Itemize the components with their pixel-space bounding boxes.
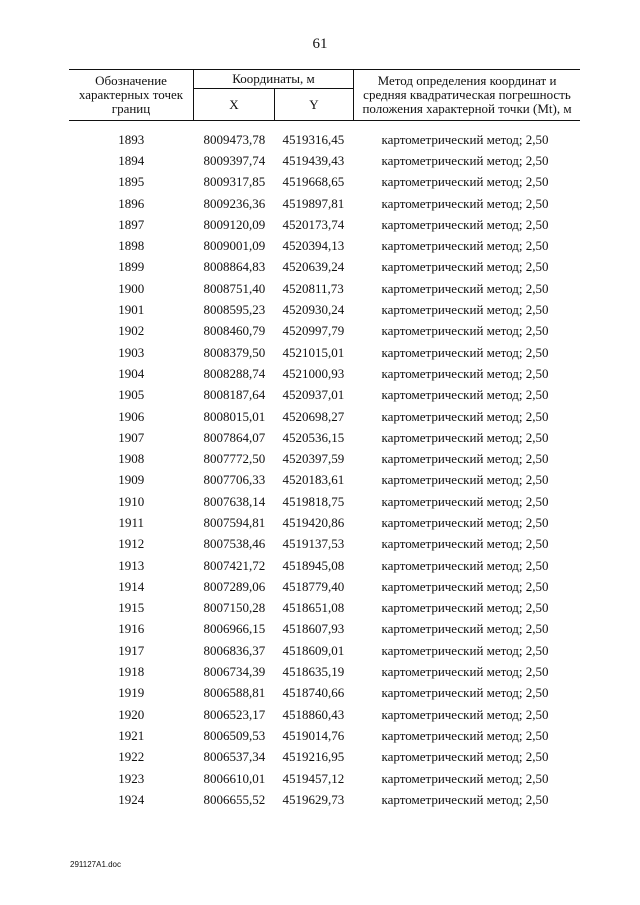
table-row — [69, 363, 580, 384]
method-cell: картометрический метод; 2,50 — [381, 536, 549, 552]
x-coordinate-cell: 8007538,46 — [203, 536, 266, 552]
method-cell: картометрический метод; 2,50 — [381, 429, 549, 445]
x-coordinate-cell: 8007150,28 — [203, 600, 266, 616]
method-cell: картометрический метод; 2,50 — [381, 302, 549, 318]
table-row — [69, 406, 580, 427]
x-coordinate-cell: 8007289,06 — [203, 578, 266, 594]
point-id-cell: 1903 — [118, 344, 145, 360]
table-row — [69, 427, 580, 448]
y-coordinate-cell: 4519216,95 — [282, 749, 345, 765]
method-cell: картометрический метод; 2,50 — [381, 259, 549, 275]
table-row — [69, 555, 580, 576]
x-coordinate-cell: 8008379,50 — [203, 344, 266, 360]
y-coordinate-cell: 4519316,45 — [282, 131, 345, 147]
y-coordinate-cell: 4518635,19 — [282, 664, 345, 680]
point-id-cell: 1905 — [118, 387, 145, 403]
point-id-cell: 1908 — [118, 451, 145, 467]
point-id-cell: 1915 — [118, 600, 145, 616]
y-coordinate-cell: 4518740,66 — [282, 685, 345, 701]
page-number: 61 — [312, 36, 328, 52]
method-cell: картометрический метод; 2,50 — [381, 664, 549, 680]
x-coordinate-cell: 8006610,01 — [203, 770, 266, 786]
table-row — [69, 278, 580, 299]
header-method: Метод определения координат и средняя квадратическая погрешность положения характерной точки (Mt), м — [354, 70, 581, 121]
table-row — [69, 725, 580, 746]
y-coordinate-cell: 4518779,40 — [282, 578, 345, 594]
method-cell: картометрический метод; 2,50 — [381, 195, 549, 211]
table-row — [69, 512, 580, 533]
x-coordinate-cell: 8008595,23 — [203, 302, 266, 318]
method-cell: картометрический метод; 2,50 — [381, 621, 549, 637]
table-row — [69, 661, 580, 682]
method-cell: картометрический метод; 2,50 — [381, 131, 549, 147]
y-coordinate-cell: 4519668,65 — [282, 174, 345, 190]
x-coordinate-cell: 8008864,83 — [203, 259, 266, 275]
table-row — [69, 193, 580, 214]
point-id-cell: 1898 — [118, 238, 145, 254]
point-id-cell: 1909 — [118, 472, 145, 488]
x-coordinate-cell: 8008751,40 — [203, 280, 266, 296]
table-row — [69, 576, 580, 597]
method-cell: картометрический метод; 2,50 — [381, 514, 549, 530]
table-row — [69, 235, 580, 256]
method-cell: картометрический метод; 2,50 — [381, 791, 549, 807]
point-id-cell: 1897 — [118, 216, 145, 232]
table-row — [69, 214, 580, 235]
x-coordinate-cell: 8008288,74 — [203, 365, 266, 381]
x-coordinate-cell: 8009397,74 — [203, 152, 266, 168]
x-coordinate-cell: 8006966,15 — [203, 621, 266, 637]
x-coordinate-cell: 8006836,37 — [203, 642, 266, 658]
y-coordinate-cell: 4519897,81 — [282, 195, 345, 211]
y-coordinate-cell: 4520397,59 — [282, 451, 345, 467]
point-id-cell: 1907 — [118, 429, 145, 445]
x-coordinate-cell: 8009317,85 — [203, 174, 266, 190]
table-row — [69, 448, 580, 469]
table-row — [69, 257, 580, 278]
y-coordinate-cell: 4519818,75 — [282, 493, 345, 509]
method-cell: картометрический метод; 2,50 — [381, 280, 549, 296]
y-coordinate-cell: 4519137,53 — [282, 536, 345, 552]
method-cell: картометрический метод; 2,50 — [381, 578, 549, 594]
method-cell: картометрический метод; 2,50 — [381, 323, 549, 339]
x-coordinate-cell: 8006537,34 — [203, 749, 266, 765]
x-coordinate-cell: 8006523,17 — [203, 706, 266, 722]
x-coordinate-cell: 8009236,36 — [203, 195, 266, 211]
method-cell: картометрический метод; 2,50 — [381, 365, 549, 381]
method-cell: картометрический метод; 2,50 — [381, 238, 549, 254]
method-cell: картометрический метод; 2,50 — [381, 152, 549, 168]
x-coordinate-cell: 8007594,81 — [203, 514, 266, 530]
y-coordinate-cell: 4521015,01 — [282, 344, 345, 360]
x-coordinate-cell: 8007421,72 — [203, 557, 266, 573]
header-coordinates: Координаты, м — [194, 70, 354, 89]
table-row — [69, 172, 580, 193]
header-x: X — [194, 89, 275, 121]
point-id-cell: 1911 — [118, 514, 145, 530]
y-coordinate-cell: 4518609,01 — [282, 642, 345, 658]
table-row — [69, 491, 580, 512]
x-coordinate-cell: 8008460,79 — [203, 323, 266, 339]
point-id-cell: 1914 — [118, 578, 145, 594]
method-cell: картометрический метод; 2,50 — [381, 706, 549, 722]
table-row — [69, 598, 580, 619]
x-coordinate-cell: 8007706,33 — [203, 472, 266, 488]
y-coordinate-cell: 4520937,01 — [282, 387, 345, 403]
table-row — [69, 150, 580, 171]
point-id-cell: 1920 — [118, 706, 145, 722]
table-row — [69, 747, 580, 768]
header-y: Y — [275, 89, 354, 121]
x-coordinate-cell: 8009001,09 — [203, 238, 266, 254]
point-id-cell: 1906 — [118, 408, 145, 424]
x-coordinate-cell: 8007638,14 — [203, 493, 266, 509]
point-id-cell: 1895 — [118, 174, 145, 190]
y-coordinate-cell: 4520394,13 — [282, 238, 345, 254]
method-cell: картометрический метод; 2,50 — [381, 344, 549, 360]
method-cell: картометрический метод; 2,50 — [381, 216, 549, 232]
table-row — [69, 704, 580, 725]
table-row — [69, 385, 580, 406]
y-coordinate-cell: 4519457,12 — [282, 770, 345, 786]
method-cell: картометрический метод; 2,50 — [381, 174, 549, 190]
y-coordinate-cell: 4520639,24 — [282, 259, 345, 275]
y-coordinate-cell: 4521000,93 — [282, 365, 345, 381]
y-coordinate-cell: 4520173,74 — [282, 216, 345, 232]
method-cell: картометрический метод; 2,50 — [381, 749, 549, 765]
y-coordinate-cell: 4520536,15 — [282, 429, 345, 445]
table-row — [69, 640, 580, 661]
point-id-cell: 1896 — [118, 195, 145, 211]
table-row — [69, 789, 580, 810]
point-id-cell: 1910 — [118, 493, 145, 509]
point-id-cell: 1919 — [118, 685, 145, 701]
y-coordinate-cell: 4519629,73 — [282, 791, 345, 807]
method-cell: картометрический метод; 2,50 — [381, 600, 549, 616]
table-row — [69, 470, 580, 491]
x-coordinate-cell: 8006655,52 — [203, 791, 266, 807]
point-id-cell: 1917 — [118, 642, 145, 658]
table-row — [69, 342, 580, 363]
x-coordinate-cell: 8009120,09 — [203, 216, 266, 232]
method-cell: картометрический метод; 2,50 — [381, 408, 549, 424]
point-id-cell: 1923 — [118, 770, 145, 786]
method-cell: картометрический метод; 2,50 — [381, 451, 549, 467]
y-coordinate-cell: 4520997,79 — [282, 323, 345, 339]
table-row — [69, 683, 580, 704]
point-id-cell: 1912 — [118, 536, 145, 552]
point-id-cell: 1918 — [118, 664, 145, 680]
x-coordinate-cell: 8007864,07 — [203, 429, 266, 445]
table-row — [69, 321, 580, 342]
point-id-cell: 1900 — [118, 280, 145, 296]
table-header — [69, 70, 580, 121]
method-cell: картометрический метод; 2,50 — [381, 642, 549, 658]
x-coordinate-cell: 8008187,64 — [203, 387, 266, 403]
table-row — [69, 129, 580, 150]
y-coordinate-cell: 4519439,43 — [282, 152, 345, 168]
point-id-cell: 1894 — [118, 152, 145, 168]
coordinates-table — [69, 69, 580, 811]
method-cell: картометрический метод; 2,50 — [381, 387, 549, 403]
y-coordinate-cell: 4519420,86 — [282, 514, 345, 530]
point-id-cell: 1916 — [118, 621, 145, 637]
x-coordinate-cell: 8006509,53 — [203, 727, 266, 743]
x-coordinate-cell: 8009473,78 — [203, 131, 266, 147]
header-point-designation: Обозначение характерных точек границ — [69, 70, 194, 121]
method-cell: картометрический метод; 2,50 — [381, 557, 549, 573]
y-coordinate-cell: 4520930,24 — [282, 302, 345, 318]
method-cell: картометрический метод; 2,50 — [381, 770, 549, 786]
point-id-cell: 1913 — [118, 557, 145, 573]
x-coordinate-cell: 8006588,81 — [203, 685, 266, 701]
y-coordinate-cell: 4520183,61 — [282, 472, 345, 488]
file-name-footer: 291127A1.doc — [70, 860, 122, 869]
method-cell: картометрический метод; 2,50 — [381, 493, 549, 509]
x-coordinate-cell: 8008015,01 — [203, 408, 266, 424]
method-cell: картометрический метод; 2,50 — [381, 685, 549, 701]
y-coordinate-cell: 4518607,93 — [282, 621, 345, 637]
point-id-cell: 1899 — [118, 259, 145, 275]
method-cell: картометрический метод; 2,50 — [381, 472, 549, 488]
table-row — [69, 768, 580, 789]
y-coordinate-cell: 4518860,43 — [282, 706, 345, 722]
y-coordinate-cell: 4518945,08 — [282, 557, 345, 573]
y-coordinate-cell: 4520811,73 — [282, 280, 344, 296]
y-coordinate-cell: 4520698,27 — [282, 408, 345, 424]
table-row — [69, 619, 580, 640]
table-row — [69, 299, 580, 320]
method-cell: картометрический метод; 2,50 — [381, 727, 549, 743]
point-id-cell: 1924 — [118, 791, 145, 807]
table-body — [69, 121, 580, 811]
point-id-cell: 1904 — [118, 365, 145, 381]
point-id-cell: 1901 — [118, 302, 145, 318]
y-coordinate-cell: 4518651,08 — [282, 600, 345, 616]
table-row — [69, 534, 580, 555]
x-coordinate-cell: 8006734,39 — [203, 664, 266, 680]
point-id-cell: 1902 — [118, 323, 145, 339]
x-coordinate-cell: 8007772,50 — [203, 451, 266, 467]
point-id-cell: 1893 — [118, 131, 145, 147]
point-id-cell: 1922 — [118, 749, 145, 765]
y-coordinate-cell: 4519014,76 — [282, 727, 345, 743]
point-id-cell: 1921 — [118, 727, 145, 743]
